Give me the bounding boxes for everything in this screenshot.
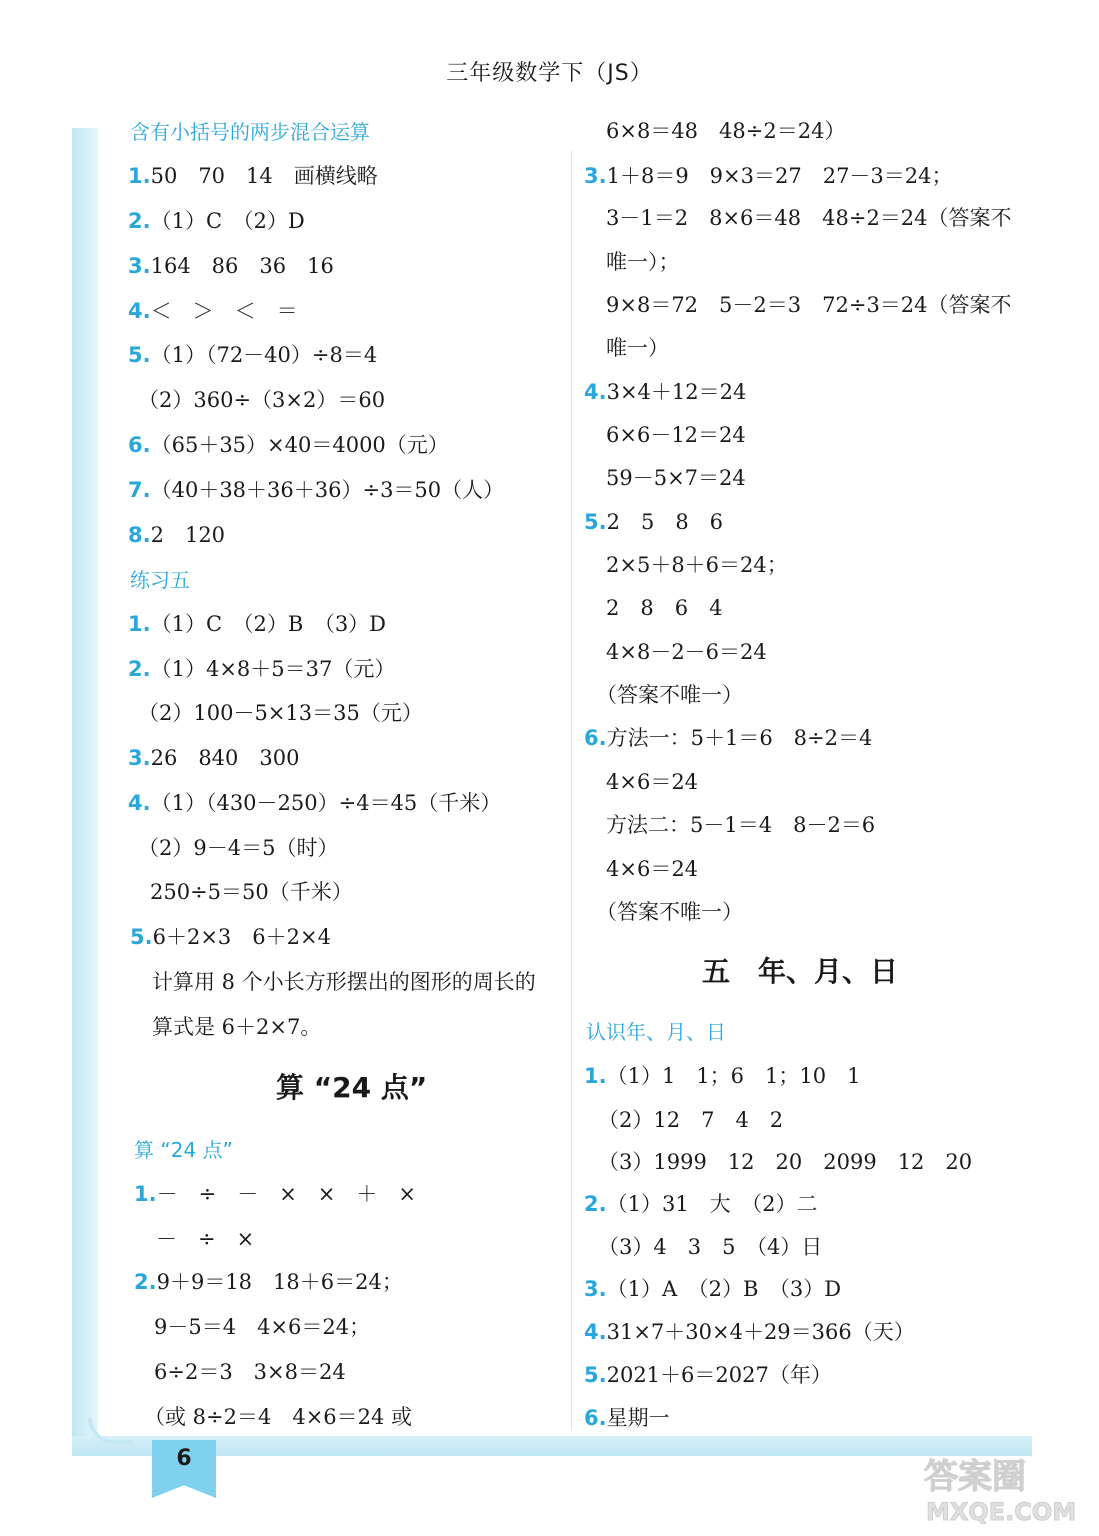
answer-text: 2021＋6＝2027（年）	[606, 1363, 832, 1387]
answer-line	[598, 1106, 783, 1134]
answer-line	[584, 1190, 818, 1218]
chapter-title-24-points: 算 “24 点”	[276, 1071, 428, 1104]
answer-text: （1）C （2）B （3）D	[150, 612, 387, 636]
answer-text: （或 8÷2＝4 4×6＝24 或	[144, 1405, 413, 1429]
page-frame-left	[72, 128, 98, 1448]
answer-line	[606, 204, 1012, 232]
question-number: 5.	[584, 1363, 607, 1387]
answer-text: 26 840 300	[150, 746, 300, 770]
answer-text: （1）A （2）B （3）D	[606, 1277, 842, 1301]
answer-text: （3）1999 12 20 2099 12 20	[598, 1150, 973, 1174]
answer-line	[138, 386, 385, 414]
page-frame-bottom	[72, 1436, 1032, 1456]
answer-text: （2）12 7 4 2	[598, 1108, 784, 1132]
answer-line	[606, 291, 1012, 319]
question-number: 3.	[128, 746, 151, 770]
answer-text: － ÷ ×	[156, 1227, 255, 1251]
section-title-24-points: 算 “24 点”	[134, 1138, 233, 1162]
answer-line	[128, 521, 225, 549]
answer-line	[606, 768, 698, 796]
answer-text: 2 5 8 6	[606, 510, 724, 534]
question-number: 5.	[130, 925, 153, 949]
answer-line	[150, 878, 353, 906]
answer-text: 6＋2×3 6＋2×4	[152, 925, 331, 949]
page-number: 6	[176, 1446, 192, 1471]
section-title-mixed-operations: 含有小括号的两步混合运算	[130, 120, 370, 144]
answer-line	[128, 789, 501, 817]
question-number: 4.	[128, 791, 151, 815]
answer-line	[128, 744, 299, 772]
question-number: 1.	[584, 1064, 607, 1088]
column-divider	[571, 150, 572, 1430]
answer-line	[134, 1180, 416, 1208]
answer-line	[128, 476, 504, 504]
answer-line	[138, 834, 338, 862]
chapter-title-year-month-day: 五 年、月、日	[702, 955, 899, 988]
answer-line	[606, 248, 680, 276]
answer-text: 唯一）；	[606, 250, 680, 274]
answer-text: （2）100－5×13＝35（元）	[138, 701, 423, 725]
answer-text: （3）4 3 5 （4）日	[598, 1235, 823, 1259]
answer-text: 2 120	[150, 523, 226, 547]
answer-line	[606, 551, 788, 579]
answer-text: 算式是 6＋2×7。	[152, 1015, 322, 1039]
answer-text: 6×6－12＝24	[606, 423, 746, 447]
answer-text: 164 86 36 16	[150, 254, 334, 278]
answer-line	[128, 162, 378, 190]
answer-line	[606, 334, 669, 362]
answer-line	[598, 1233, 822, 1261]
answer-text: － ÷ － × × ＋ ×	[156, 1182, 416, 1206]
question-number: 2.	[128, 657, 151, 681]
question-number: 6.	[584, 726, 607, 750]
answer-line	[606, 421, 746, 449]
answer-line	[584, 1318, 915, 1346]
answer-line	[584, 724, 872, 752]
answer-text: 250÷5＝50（千米）	[150, 880, 353, 904]
answer-line	[128, 431, 449, 459]
question-number: 5.	[584, 510, 607, 534]
answer-line	[128, 610, 386, 638]
answer-text: 50 70 14 画横线略	[150, 164, 378, 188]
answer-text: （答案不唯一）	[596, 900, 743, 924]
answer-line	[606, 117, 845, 145]
answer-text: 9－5＝4 4×6＝24；	[154, 1315, 371, 1339]
answer-line	[128, 341, 377, 369]
answer-text: （65＋35）×40＝4000（元）	[150, 433, 449, 457]
answer-text: 6÷2＝3 3×8＝24	[154, 1360, 346, 1384]
answer-line	[598, 1148, 972, 1176]
section-title-know-year-month-day: 认识年、月、日	[586, 1020, 726, 1044]
answer-line	[584, 1361, 832, 1389]
answer-line	[134, 1268, 403, 1296]
answer-text: 方法二：5－1＝4 8－2＝6	[606, 813, 876, 837]
answer-text: ＜ ＞ ＜ ＝	[150, 299, 298, 323]
answer-text: 4×6＝24	[606, 770, 699, 794]
answer-line	[606, 594, 722, 622]
answer-line	[606, 811, 875, 839]
watermark-top-text: 答案圈	[924, 1457, 1026, 1497]
answer-text: 2 8 6 4	[606, 596, 723, 620]
answer-line	[584, 1404, 670, 1432]
answer-line	[128, 207, 305, 235]
answer-line	[128, 252, 334, 280]
answer-text: 6×8＝48 48÷2＝24）	[606, 119, 846, 143]
question-number: 7.	[128, 478, 151, 502]
answer-text: 星期一	[606, 1406, 670, 1430]
answer-line	[152, 968, 536, 996]
answer-line	[606, 855, 698, 883]
section-title-exercise-five: 练习五	[130, 568, 190, 592]
answer-line	[130, 923, 331, 951]
answer-text: （1）4×8＋5＝37（元）	[150, 657, 396, 681]
question-number: 5.	[128, 343, 151, 367]
question-number: 6.	[584, 1406, 607, 1430]
answer-line	[154, 1313, 370, 1341]
answer-text: （40＋38＋36＋36）÷3＝50（人）	[150, 478, 505, 502]
answer-line	[144, 1403, 412, 1431]
answer-line	[584, 508, 723, 536]
answer-text: 9＋9＝18 18＋6＝24；	[156, 1270, 403, 1294]
answer-text: （1）（430－250）÷4＝45（千米）	[150, 791, 502, 815]
answer-line	[606, 464, 746, 492]
answer-text: 4×8－2－6＝24	[606, 640, 767, 664]
question-number: 6.	[128, 433, 151, 457]
answer-line	[128, 655, 395, 683]
answer-line	[584, 1275, 841, 1303]
watermark-bottom-text: MXQE.COM	[926, 1498, 1077, 1526]
question-number: 3.	[584, 164, 607, 188]
answer-line	[138, 699, 423, 727]
answer-text: 31×7＋30×4＋29＝366（天）	[606, 1320, 915, 1344]
answer-text: 59－5×7＝24	[606, 466, 746, 490]
answer-text: 2×5＋8＋6＝24；	[606, 553, 788, 577]
answer-text: 唯一）	[606, 336, 669, 360]
answer-line	[596, 681, 743, 709]
answer-line	[584, 378, 746, 406]
question-number: 3.	[128, 254, 151, 278]
question-number: 1.	[128, 612, 151, 636]
answer-line	[128, 297, 298, 325]
question-number: 8.	[128, 523, 151, 547]
answer-text: （1）31 大 （2）二	[606, 1192, 818, 1216]
answer-line	[584, 1062, 860, 1090]
question-number: 4.	[584, 1320, 607, 1344]
question-number: 4.	[584, 380, 607, 404]
answer-text: 3×4＋12＝24	[606, 380, 747, 404]
answer-text: （1）C （2）D	[150, 209, 305, 233]
answer-text: 3－1＝2 8×6＝48 48÷2＝24（答案不	[606, 206, 1012, 230]
answer-text: 4×6＝24	[606, 857, 699, 881]
answer-text: 1＋8＝9 9×3＝27 27－3＝24；	[606, 164, 953, 188]
question-number: 2.	[134, 1270, 157, 1294]
watermark-logo	[920, 1450, 1090, 1530]
answer-line	[596, 898, 743, 926]
question-number: 2.	[128, 209, 151, 233]
page-header: 三年级数学下（JS）	[446, 61, 653, 86]
answer-text: 方法一：5＋1＝6 8÷2＝4	[606, 726, 873, 750]
answer-text: （1）1 1；6 1；10 1	[606, 1064, 861, 1088]
answer-text: 9×8＝72 5－2＝3 72÷3＝24（答案不	[606, 293, 1012, 317]
question-number: 4.	[128, 299, 151, 323]
answer-text: 计算用 8 个小长方形摆出的图形的周长的	[152, 970, 536, 994]
answer-text: （2）9－4＝5（时）	[138, 836, 339, 860]
answer-line	[606, 638, 767, 666]
answer-text: （答案不唯一）	[596, 683, 743, 707]
question-number: 1.	[134, 1182, 157, 1206]
answer-line	[154, 1358, 346, 1386]
answer-line	[152, 1013, 321, 1041]
answer-line	[156, 1225, 254, 1253]
answer-line	[584, 162, 953, 190]
answer-text: （2）360÷（3×2）＝60	[138, 388, 386, 412]
question-number: 2.	[584, 1192, 607, 1216]
question-number: 3.	[584, 1277, 607, 1301]
question-number: 1.	[128, 164, 151, 188]
answer-text: （1）（72－40）÷8＝4	[150, 343, 378, 367]
